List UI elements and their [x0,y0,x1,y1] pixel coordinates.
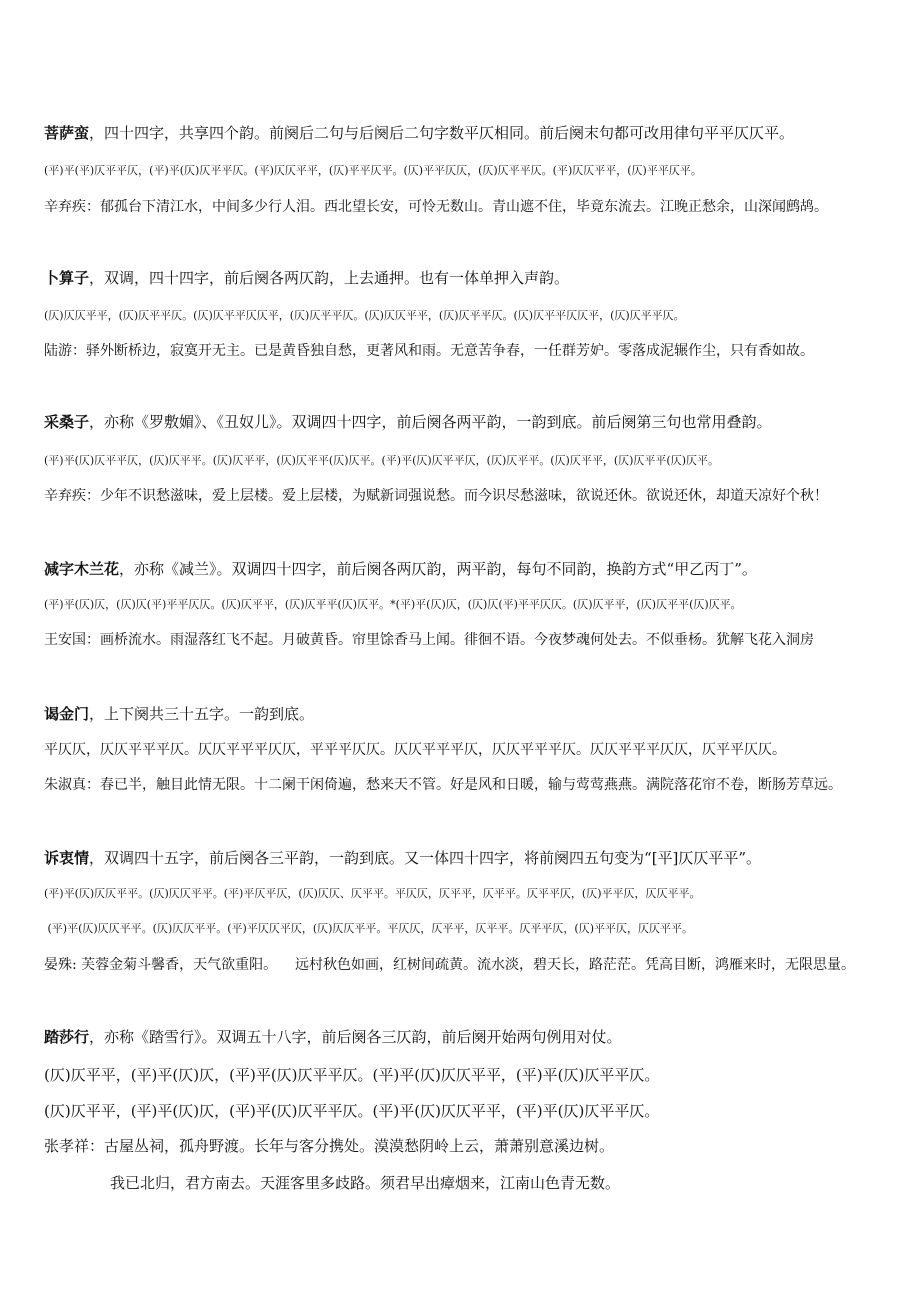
tune-name: 谒金门 [44,705,90,723]
section-heading [44,124,890,142]
section-heading [44,849,890,867]
example-poem: 张孝祥：古屋丛祠，孤舟野渡。长年与客分携处。漠漠愁阴岭上云，萧萧别意溪边树。 [44,1137,615,1155]
tone-pattern: (平)平(仄)仄，(仄)仄(平)平平仄仄。(仄)仄平平，(仄)仄平平(仄)仄平。*(平)平(仄)仄，(仄)仄(平)平平仄仄。(仄)仄平平，(仄)仄平平(仄)仄平。 [44,598,742,611]
tune-description: ，亦称《踏雪行》。双调五十八字，前后阕各三仄韵，前后阕开始两句例用对仗。 [89,1028,622,1046]
tone-pattern: (平)平(仄)仄仄平平。(仄)仄仄平平。(平)平仄仄平仄，(仄)仄仄平平。平仄仄，仄平平，仄平平。仄平平仄，(仄)平平仄，仄仄平平。 [44,922,693,935]
example-poem: 朱淑真：春已半，触目此情无限。十二阑干闲倚遍，愁来天不管。好是风和日暖，输与莺莺燕燕。满院落花帘不卷，断肠芳草远。 [44,777,842,793]
tone-pattern: (平)平(仄)仄平平仄，(仄)仄平平。(仄)仄平平，(仄)仄平平(仄)仄平。(平)平(仄)仄平平仄，(仄)仄平平。(仄)仄平平，(仄)仄平平(仄)仄平。 [44,454,719,467]
tone-pattern: (仄)仄平平，(平)平(仄)仄，(平)平(仄)仄平平仄。(平)平(仄)仄仄平平，(平)平(仄)仄平平仄。 [44,1102,660,1120]
tune-name: 踏莎行 [44,1028,90,1046]
tone-pattern: (平)平(平)仄平平仄，(平)平(仄)仄平平仄。(平)仄仄平平，(仄)平平仄平。(仄)平平仄仄，(仄)仄平平仄。(平)仄仄平平，(仄)平平仄平。 [44,164,702,177]
tune-description: ，双调四十五字，前后阕各三平韵，一韵到底。又一体四十四字，将前阕四五句变为“[平]仄仄平平”。 [89,849,762,867]
tune-name: 菩萨蛮 [44,124,90,142]
tune-name: 采桑子 [44,413,90,431]
example-poem: 王安国：画桥流水。雨湿落红飞不起。月破黄昏。帘里馀香马上闻。徘徊不语。今夜梦魂何处去。不似垂杨。犹解飞花入洞房 [44,632,814,648]
tone-pattern: 平仄仄，仄仄平平平仄。仄仄平平平仄仄，平平平仄仄。仄仄平平平仄，仄仄平平平仄。仄仄平平平仄仄，仄平平仄仄。 [44,742,786,758]
tune-description: ，亦称《减兰》。双调四十四字，前后阕各两仄韵，两平韵，每句不同韵，换韵方式“甲乙丙丁”。 [119,560,757,578]
section-heading [44,560,890,578]
section-heading [44,413,890,431]
tune-description: ，上下阕共三十五字。一韵到底。 [89,705,315,723]
example-poem: 晏殊: 芙蓉金菊斗馨香，天气欲重阳。 远村秋色如画，红树间疏黄。流水淡，碧天长，路茫茫。凭高目断，鸿雁来时，无限思量。 [44,957,855,973]
section-heading [44,269,890,287]
section-heading [44,705,890,723]
example-poem: 辛弃疾：少年不识愁滋味，爱上层楼。爱上层楼，为赋新词强说愁。而今识尽愁滋味，欲说还休。欲说还休，却道天凉好个秋！ [44,488,828,504]
example-poem: 辛弃疾：郁孤台下清江水，中间多少行人泪。西北望长安，可怜无数山。青山遮不住，毕竟东流去。江晚正愁余，山深闻鹧鸪。 [44,199,828,215]
tone-pattern: (仄)仄平平，(平)平(仄)仄，(平)平(仄)仄平平仄。(平)平(仄)仄仄平平，(平)平(仄)仄平平仄。 [44,1066,660,1084]
tune-name: 减字木兰花 [44,560,120,578]
tune-description: ，亦称《罗敷媚》、《丑奴儿》。双调四十四字，前后阕各两平韵，一韵到底。前后阕第三句也常用叠韵。 [89,413,772,431]
example-poem: 陆游：驿外断桥边，寂寞开无主。已是黄昏独自愁，更著风和雨。无意苦争春，一任群芳妒。零落成泥辗作尘，只有香如故。 [44,343,814,359]
example-poem-continued: 我已北归，君方南去。天涯客里多歧路。须君早出瘴烟来，江南山色青无数。 [110,1174,621,1192]
tune-description: ，四十四字，共享四个韵。前阕后二句与后阕后二句字数平仄相同。前后阕末句都可改用律句平平仄仄平。 [89,124,795,142]
tone-pattern: (平)平(仄)仄仄平平。(仄)仄仄平平。(平)平仄平仄，(仄)仄仄、仄平平。平仄仄，仄平平，仄平平。仄平平仄，(仄)平平仄，仄仄平平。 [44,887,701,900]
tone-pattern: (仄)仄仄平平，(仄)仄平平仄。(仄)仄平平仄仄平，(仄)仄平平仄。(仄)仄仄平平，(仄)仄平平仄。(仄)仄平平仄仄平，(仄)仄平平仄。 [44,309,685,322]
tune-name: 诉衷情 [44,849,90,867]
section-heading [44,1028,890,1046]
tune-description: ，双调，四十四字，前后阕各两仄韵，上去通押。也有一体单押入声韵。 [89,269,570,287]
tune-name: 卜算子 [44,269,90,287]
